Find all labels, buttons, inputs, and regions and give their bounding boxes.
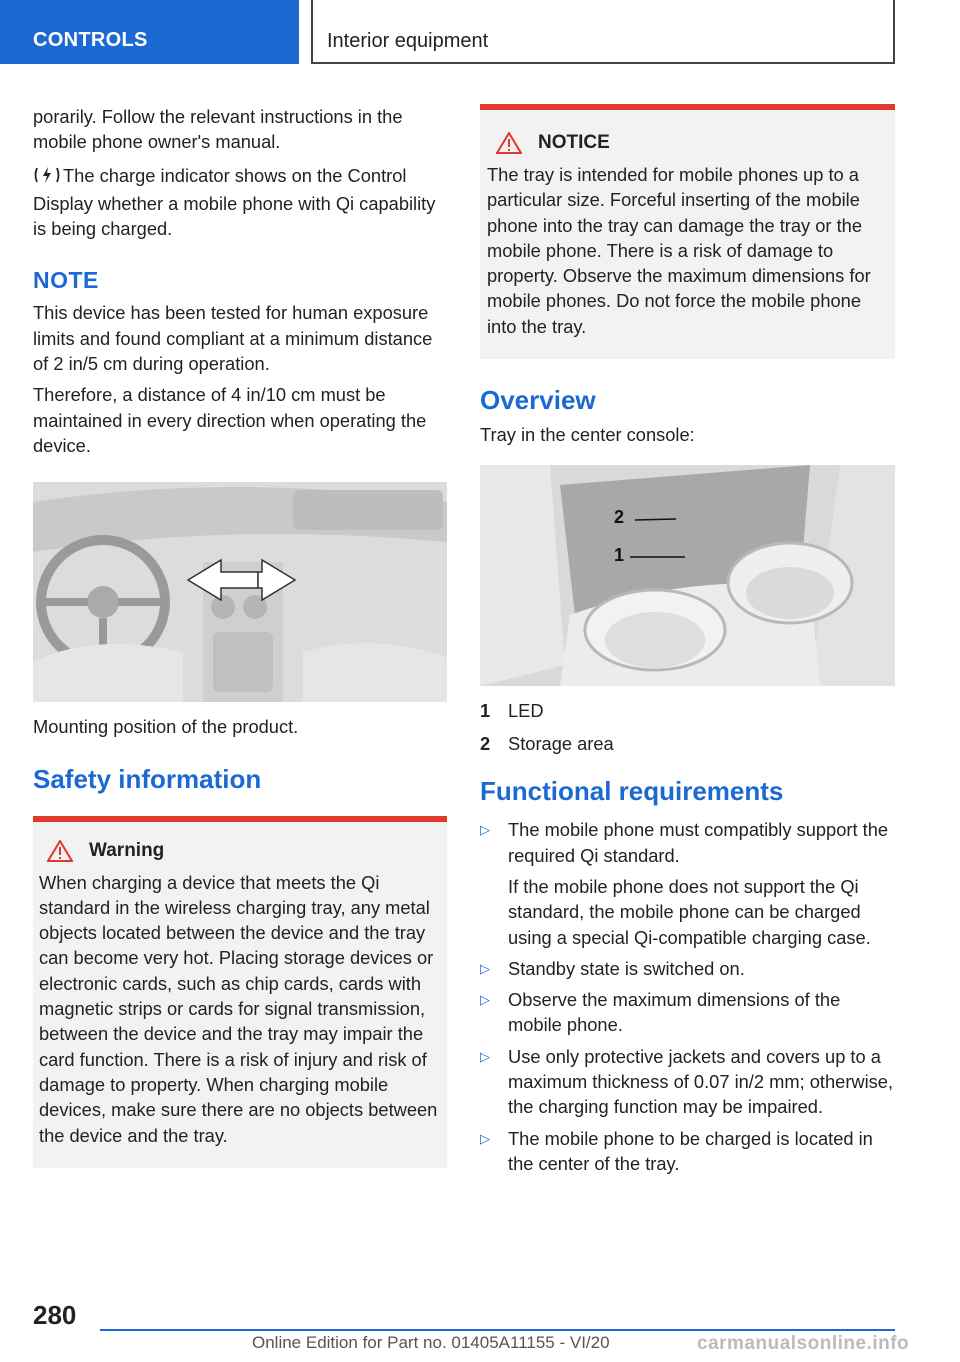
right-column — [480, 104, 895, 1182]
indicator-text: The charge indicator shows on the Control Display whether a mobile phone with Qi capability is being charged. — [33, 164, 436, 240]
page-number: 280 — [33, 1300, 77, 1330]
footer-divider — [100, 1329, 895, 1331]
image-caption: Mounting position of the product. — [33, 716, 299, 738]
charge-indicator-icon — [33, 165, 63, 191]
legend-item: 1 LED — [480, 700, 544, 722]
list-item: ▷ Standby state is switched on. — [480, 956, 895, 981]
bullet-triangle-icon: ▷ — [480, 1130, 490, 1146]
edition-text: Online Edition for Part no. 01405A11155 - VI/20 — [252, 1333, 610, 1352]
callout-2-label: 2 — [614, 507, 625, 528]
callout-1-label: 1 — [614, 545, 625, 566]
list-item: ▷ The mobile phone to be charged is located in the center of the tray. — [480, 1126, 895, 1177]
overview-heading: Overview — [480, 385, 596, 416]
warning-text: When charging a device that meets the Qi standard in the wireless charging tray, any metal objects located between the device and the tray can become very hot. Placing storage devices or electronic cards, such as chip cards, cards with magnetic strips or cards for signal transmission, between the device and the tray may impair the card function. There is a risk of injury and risk of damage to property. When charging mobile devices, make sure there are no objects between the device and the tray. — [39, 871, 438, 1146]
warning-box — [33, 816, 447, 1168]
bullet-triangle-icon: ▷ — [480, 960, 490, 976]
notice-title: NOTICE — [538, 132, 610, 153]
indicator-row — [33, 163, 447, 242]
requirements-list — [480, 817, 895, 1176]
legend-list — [480, 698, 895, 756]
notice-header — [487, 132, 889, 154]
note-paragraph-2: Therefore, a distance of 4 in/10 cm must be maintained in every direction when operating the device. — [33, 384, 427, 456]
center-console-tray-image — [480, 465, 895, 686]
overview-subtitle: Tray in the center console: — [480, 424, 695, 446]
intro-paragraph: porarily. Follow the relevant instructions in the mobile phone owner's manual. — [33, 106, 403, 153]
chapter-title: Interior equipment — [327, 30, 489, 52]
notice-text: The tray is intended for mobile phones up to a particular size. Forceful inserting of the mobile phone into the tray can damage the tray or the mobile phone. There is a risk of damage to property. Observe the maximum dimensions for mobile phones. Do not force the mobile phone into the tray. — [487, 164, 871, 337]
list-item: ▷ Observe the maximum dimensions of the mobile phone. — [480, 987, 895, 1038]
list-item: ▷ Use only protective jackets and covers up to a maximum thickness of 0.07 in/2 mm; otherwise, the charging function may be impaired. — [480, 1044, 895, 1120]
list-item: ▷ The mobile phone must compatibly support the required Qi standard. If the mobile phone does not support the Qi standard, the mobile phone can be charged using a special Qi-compatible charging case. — [480, 817, 895, 949]
safety-heading: Safety information — [33, 763, 262, 794]
legend-item: 2 Storage area — [480, 733, 614, 755]
notice-box — [480, 104, 895, 359]
watermark: carmanualsonline.info — [697, 1333, 910, 1354]
notice-warning-icon — [496, 132, 522, 154]
warning-icon — [47, 840, 73, 862]
warning-title: Warning — [89, 839, 165, 861]
left-column — [33, 104, 447, 1168]
chapter-header — [311, 0, 895, 64]
section-label: CONTROLS — [33, 29, 148, 51]
note-paragraph-1: This device has been tested for human exposure limits and found compliant at a minimum distance of 2 in/5 cm during operation. — [33, 302, 433, 375]
bullet-triangle-icon: ▷ — [480, 992, 490, 1008]
functional-requirements-heading: Functional requirements — [480, 776, 784, 807]
mounting-position-image — [33, 482, 447, 702]
bullet-triangle-icon: ▷ — [480, 1048, 490, 1064]
note-title: NOTE — [33, 267, 99, 294]
warning-header — [39, 840, 441, 862]
section-tab — [0, 0, 299, 64]
bullet-triangle-icon: ▷ — [480, 822, 490, 838]
